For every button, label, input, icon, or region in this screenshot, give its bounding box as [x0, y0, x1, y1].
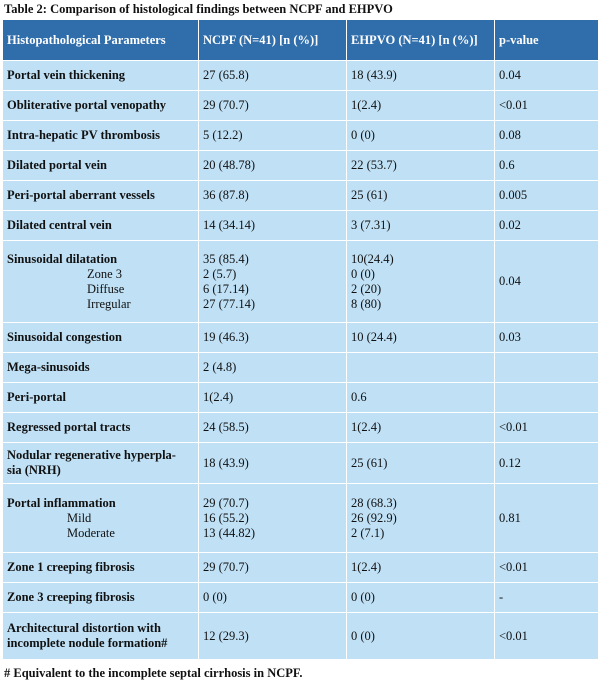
table-row	[3, 181, 599, 211]
ehpvo-value: 10(24.4)	[351, 251, 394, 266]
ehpvo-cell: 1(2.4)	[347, 553, 495, 583]
sub-label: Irregular	[87, 296, 131, 311]
ncpf-cell: 24 (58.5)	[199, 413, 347, 443]
ehpvo-value: 0 (0)	[351, 266, 375, 281]
ncpf-cell: 12 (29.3)	[199, 613, 347, 660]
ehpvo-cell	[347, 241, 495, 323]
ncpf-cell: 18 (43.9)	[199, 443, 347, 484]
table-row	[3, 91, 599, 121]
sub-label: Diffuse	[87, 281, 125, 296]
header-parameter: Histopathological Parameters	[3, 20, 199, 61]
ehpvo-cell: 0 (0)	[347, 613, 495, 660]
param-cell: Dilated portal vein	[3, 151, 199, 181]
param-label: Sinusoidal dilatation	[7, 251, 118, 266]
param-cell: Sinusoidal congestion	[3, 323, 199, 353]
p-value-cell: 0.04	[495, 61, 599, 91]
ehpvo-cell: 0 (0)	[347, 583, 495, 613]
param-cell: Peri-portal aberrant vessels	[3, 181, 199, 211]
param-cell	[3, 484, 199, 553]
param-label: Portal inflammation	[7, 495, 116, 510]
ehpvo-cell: 25 (61)	[347, 181, 495, 211]
p-value-cell: 0.005	[495, 181, 599, 211]
table-row	[3, 241, 599, 323]
param-cell	[3, 443, 199, 484]
p-value-cell: -	[495, 583, 599, 613]
table-row	[3, 383, 599, 413]
ehpvo-cell: 1(2.4)	[347, 413, 495, 443]
table-row	[3, 553, 599, 583]
ncpf-cell: 5 (12.2)	[199, 121, 347, 151]
ehpvo-cell: 25 (61)	[347, 443, 495, 484]
param-cell: Regressed portal tracts	[3, 413, 199, 443]
param-label: incomplete nodule formation#	[7, 636, 168, 650]
p-value-cell: 0.02	[495, 211, 599, 241]
ncpf-value: 6 (17.14)	[203, 281, 249, 296]
param-cell: Peri-portal	[3, 383, 199, 413]
table-row	[3, 323, 599, 353]
ncpf-value: 27 (77.14)	[203, 296, 256, 311]
ehpvo-value: 26 (92.9)	[351, 510, 397, 525]
param-cell: Portal vein thickening	[3, 61, 199, 91]
param-cell: Intra-hepatic PV thrombosis	[3, 121, 199, 151]
ncpf-cell: 27 (65.8)	[199, 61, 347, 91]
table-row	[3, 61, 599, 91]
param-label: Architectural distortion with	[7, 621, 161, 635]
param-label: sia (NRH)	[7, 463, 61, 477]
ehpvo-value: 2 (20)	[351, 281, 382, 296]
p-value-cell: <0.01	[495, 613, 599, 660]
param-cell	[3, 241, 199, 323]
ncpf-cell: 0 (0)	[199, 583, 347, 613]
ehpvo-cell	[347, 353, 495, 383]
p-value-cell: 0.81	[495, 484, 599, 553]
ncpf-cell: 36 (87.8)	[199, 181, 347, 211]
histology-comparison-table	[2, 19, 599, 660]
param-cell	[3, 613, 199, 660]
p-value-cell: 0.08	[495, 121, 599, 151]
table-row	[3, 443, 599, 484]
table-row	[3, 583, 599, 613]
ehpvo-value: 28 (68.3)	[351, 495, 397, 510]
ncpf-cell: 19 (46.3)	[199, 323, 347, 353]
p-value-cell: 0.6	[495, 151, 599, 181]
param-cell: Mega-sinusoids	[3, 353, 199, 383]
p-value-cell: 0.12	[495, 443, 599, 484]
ehpvo-cell: 3 (7.31)	[347, 211, 495, 241]
ehpvo-cell	[347, 484, 495, 553]
ehpvo-cell: 1(2.4)	[347, 91, 495, 121]
ehpvo-cell: 0 (0)	[347, 121, 495, 151]
p-value-cell: 0.04	[495, 241, 599, 323]
param-label: Nodular regenerative hyperpla-	[7, 448, 176, 462]
ncpf-cell: 20 (48.78)	[199, 151, 347, 181]
ncpf-value: 13 (44.82)	[203, 525, 256, 540]
table-header-row	[3, 20, 599, 61]
sub-label: Moderate	[67, 525, 115, 540]
table-row	[3, 613, 599, 660]
ncpf-cell: 14 (34.14)	[199, 211, 347, 241]
param-cell: Obliterative portal venopathy	[3, 91, 199, 121]
ehpvo-cell: 0.6	[347, 383, 495, 413]
table-footnote: # Equivalent to the incomplete septal cirrhosis in NCPF.	[4, 666, 303, 680]
p-value-cell	[495, 353, 599, 383]
table-row	[3, 413, 599, 443]
ncpf-value: 2 (5.7)	[203, 266, 237, 281]
ncpf-value: 29 (70.7)	[203, 495, 249, 510]
table-row	[3, 484, 599, 553]
ehpvo-value: 8 (80)	[351, 296, 382, 311]
p-value-cell: <0.01	[495, 91, 599, 121]
ncpf-cell: 29 (70.7)	[199, 91, 347, 121]
sub-label: Zone 3	[87, 266, 123, 281]
ncpf-cell: 29 (70.7)	[199, 553, 347, 583]
ncpf-cell: 1(2.4)	[199, 383, 347, 413]
p-value-cell: <0.01	[495, 553, 599, 583]
table-row	[3, 151, 599, 181]
ncpf-value: 16 (55.2)	[203, 510, 249, 525]
ncpf-cell	[199, 484, 347, 553]
header-ncpf: NCPF (N=41) [n (%)]	[199, 20, 347, 61]
ehpvo-cell: 10 (24.4)	[347, 323, 495, 353]
p-value-cell: 0.03	[495, 323, 599, 353]
table-caption: Table 2: Comparison of histological findings between NCPF and EHPVO	[4, 2, 393, 16]
ncpf-cell	[199, 241, 347, 323]
table-row	[3, 211, 599, 241]
table-row	[3, 353, 599, 383]
ehpvo-cell: 22 (53.7)	[347, 151, 495, 181]
p-value-cell: <0.01	[495, 413, 599, 443]
p-value-cell	[495, 383, 599, 413]
table-row	[3, 121, 599, 151]
param-cell: Dilated central vein	[3, 211, 199, 241]
param-cell: Zone 3 creeping fibrosis	[3, 583, 199, 613]
param-cell: Zone 1 creeping fibrosis	[3, 553, 199, 583]
ehpvo-cell: 18 (43.9)	[347, 61, 495, 91]
header-ehpvo: EHPVO (N=41) [n (%)]	[347, 20, 495, 61]
header-p-value: p-value	[495, 20, 599, 61]
ncpf-value: 35 (85.4)	[203, 251, 249, 266]
ehpvo-value: 2 (7.1)	[351, 525, 385, 540]
sub-label: Mild	[67, 510, 92, 525]
ncpf-cell: 2 (4.8)	[199, 353, 347, 383]
